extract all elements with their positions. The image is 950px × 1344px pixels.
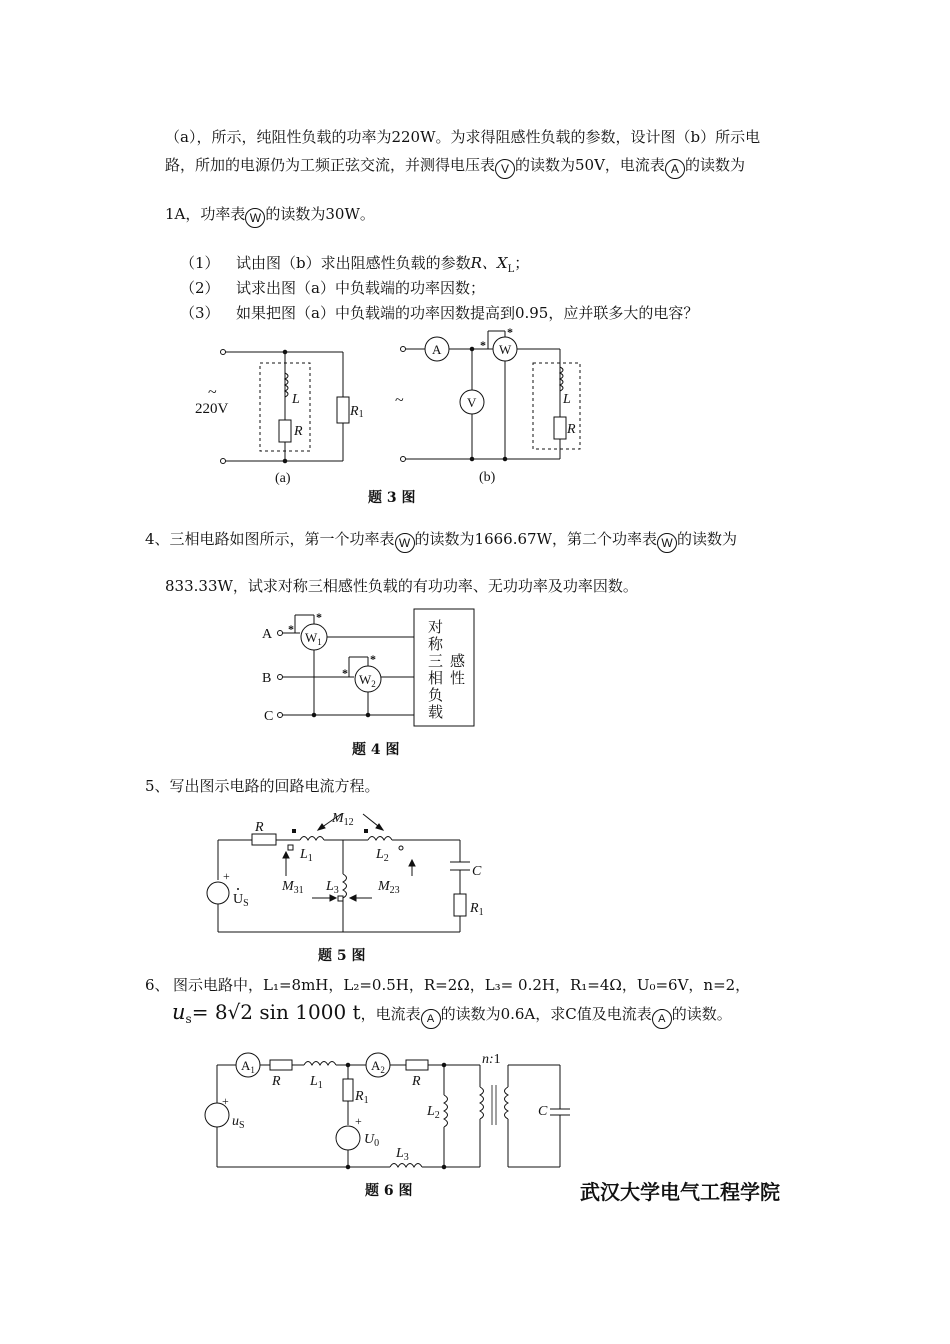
load-char: 感 <box>450 654 466 670</box>
w1-sub: 1 <box>317 637 322 647</box>
q-text: 试由图（b）求出阻感性负载的参数 <box>236 254 471 272</box>
plus-sign: + <box>355 1114 362 1128</box>
load-char: 载 <box>428 705 444 721</box>
p6-text: ，电流表 <box>360 1005 421 1023</box>
q-text: 如果把图（a）中负载端的功率因数提高到0.95，应并联多大的电容？ <box>236 304 699 322</box>
p6-line1 <box>145 976 750 994</box>
inductor-L3 <box>325 879 339 896</box>
q-text: ； <box>514 254 530 272</box>
ratio-1: 1 <box>493 1052 501 1067</box>
p4-text: 的读数为1666.67W，第二个功率表 <box>414 530 657 548</box>
polarity-star: * <box>507 325 513 339</box>
capacitor-C: C <box>472 864 482 879</box>
resistor-R: R <box>412 1074 421 1089</box>
p3-text: 的读数为30W。 <box>265 205 375 223</box>
r1-main: R <box>350 404 359 419</box>
p5-figure <box>200 800 500 940</box>
formula-sub: s <box>185 1012 192 1027</box>
l2-main: L <box>427 1104 435 1119</box>
m31-main: M <box>282 879 294 894</box>
load-char: 称 <box>428 637 444 653</box>
resistor-R: R <box>255 820 264 835</box>
us-main: u <box>232 1114 239 1129</box>
load-char: 对 <box>428 620 444 636</box>
p3-q1 <box>180 254 529 279</box>
us-sub: S <box>243 898 249 909</box>
plus-sign: + <box>222 1094 229 1108</box>
load-char: 三 <box>428 654 444 670</box>
source-tilde: ~ <box>208 384 217 401</box>
q-number: （2） <box>180 279 220 297</box>
phase-A: A <box>262 627 273 642</box>
inductor-L1 <box>309 1074 323 1091</box>
p3-figure-b <box>395 325 595 485</box>
us-main: U <box>233 892 244 907</box>
polarity-star: * <box>370 652 376 666</box>
p3-text: 的读数为 <box>684 156 745 174</box>
turns-ratio <box>482 1052 501 1067</box>
wattmeter-symbol: W <box>245 208 265 228</box>
resistor-R1 <box>354 1089 369 1106</box>
p5-caption: 题 5 图 <box>318 948 366 964</box>
resistor-R: R <box>567 422 576 437</box>
r1-sub: 1 <box>358 409 364 420</box>
l3-main: L <box>396 1146 404 1161</box>
p3-q3 <box>180 304 698 322</box>
l1-main: L <box>310 1074 318 1089</box>
r1-main: R <box>355 1089 364 1104</box>
r1-main: R <box>470 901 479 916</box>
p5-line: 5、写出图示电路的回路电流方程。 <box>145 777 380 795</box>
plus-sign: + <box>223 869 230 883</box>
us-sub: S <box>239 1120 245 1131</box>
p6-number: 6、 <box>145 976 170 994</box>
a1-sub: 1 <box>250 1065 255 1075</box>
p3-para2 <box>165 205 375 228</box>
a2-main: A <box>371 1058 381 1073</box>
fig-b-label: (b) <box>479 470 496 485</box>
u0-sub: 0 <box>374 1138 380 1149</box>
wattmeter-W2 <box>359 672 376 689</box>
load-char: 相 <box>428 671 444 687</box>
inductor-L2 <box>375 847 389 864</box>
q-sub: L <box>507 264 515 275</box>
ammeter-A1 <box>241 1058 255 1075</box>
p4-line1 <box>145 530 737 553</box>
l1-main: L <box>300 847 308 862</box>
ratio-n: n: <box>482 1052 494 1067</box>
q-number: （1） <box>180 254 220 272</box>
p3-caption: 题 3 图 <box>368 490 416 506</box>
p3-para1-line1: （a），所示，纯阻性负载的功率为220W。为求得阻感性负载的参数，设计图（b）所示电 <box>165 128 761 146</box>
l3-main: L <box>326 879 334 894</box>
inductor-L3 <box>395 1146 409 1163</box>
ammeter-A1-symbol: A <box>652 1009 672 1029</box>
source-Us <box>233 892 249 909</box>
mutual-M31 <box>281 879 304 896</box>
ammeter-symbol: A <box>665 159 685 179</box>
voltmeter-V: V <box>467 395 477 410</box>
w2-main: W <box>359 672 372 687</box>
p4-figure <box>258 605 488 730</box>
p6-figure <box>200 1045 590 1175</box>
p4-line2: 833.33W，试求对称三相感性负载的有功功率、无功功率及功率因数。 <box>165 577 638 595</box>
l1-sub: 1 <box>307 853 313 864</box>
source-us <box>232 1114 245 1131</box>
inductor-L2 <box>426 1104 440 1121</box>
q-number: （3） <box>180 304 220 322</box>
wattmeter-W1 <box>305 630 322 647</box>
l2-sub: 2 <box>383 853 389 864</box>
l2-sub: 2 <box>434 1110 440 1121</box>
a2-sub: 2 <box>380 1065 385 1075</box>
p3-text: 的读数为50V，电流表 <box>515 156 665 174</box>
p4-text: 的读数为 <box>677 530 738 548</box>
polarity-star: * <box>480 338 486 352</box>
m23-sub: 23 <box>389 885 400 896</box>
mutual-M12 <box>331 811 354 828</box>
p3-text: 路，所加的电源仍为工频正弦交流，并测得电压表 <box>165 156 496 174</box>
p6-formula-line <box>172 997 732 1034</box>
resistor-R: R <box>294 424 303 439</box>
l3-sub: 3 <box>403 1152 409 1163</box>
source-U0 <box>364 1132 379 1149</box>
phase-C: C <box>264 709 274 724</box>
resistor-R1 <box>349 404 364 420</box>
m23-main: M <box>378 879 390 894</box>
r1-sub: 1 <box>478 907 484 918</box>
u0-main: U <box>364 1132 375 1147</box>
school-footer: 武汉大学电气工程学院 <box>580 1180 780 1204</box>
voltmeter-symbol: V <box>495 159 515 179</box>
m12-sub: 12 <box>343 817 354 828</box>
fig-a-label: (a) <box>275 471 291 486</box>
l1-sub: 1 <box>317 1080 323 1091</box>
ammeter-A2-symbol: A <box>421 1009 441 1029</box>
inductor-L1 <box>299 847 313 864</box>
l3-sub: 3 <box>333 885 339 896</box>
formula-rest: = 8√2 sin 1000 t <box>191 1000 361 1024</box>
p4-caption: 题 4 图 <box>352 742 400 758</box>
wattmeter-symbol: W <box>395 533 415 553</box>
p3-figure-a <box>190 335 370 495</box>
q-var: 、X <box>481 254 508 272</box>
polarity-star: * <box>342 666 348 680</box>
ammeter-A2 <box>371 1058 385 1075</box>
p3-q2 <box>180 279 485 297</box>
p6-text: 图示电路中，L₁=8mH，L₂=0.5H，R=2Ω，L₃= 0.2H，R₁=4Ω，U₀=6V，n=2， <box>173 976 751 994</box>
inductor-L: L <box>563 392 571 407</box>
resistor-R: R <box>272 1074 281 1089</box>
a1-main: A <box>241 1058 251 1073</box>
w1-main: W <box>305 630 318 645</box>
resistor-R1 <box>469 901 484 918</box>
p6-text: 的读数。 <box>671 1005 732 1023</box>
q-text: 试求出图（a）中负载端的功率因数； <box>236 279 485 297</box>
polarity-star: * <box>288 622 294 636</box>
p6-text: 的读数为0.6A，求C值及电流表 <box>440 1005 652 1023</box>
p4-text: 4、三相电路如图所示，第一个功率表 <box>145 530 395 548</box>
formula-u: u <box>172 1000 186 1024</box>
p3-text: 1A，功率表 <box>165 205 246 223</box>
capacitor-C: C <box>538 1104 548 1119</box>
r1-sub: 1 <box>363 1095 369 1106</box>
ammeter-A: A <box>432 342 442 357</box>
source-tilde: ~ <box>395 392 404 409</box>
p3-para1-line2 <box>165 156 745 179</box>
wattmeter-W: W <box>499 342 512 357</box>
wattmeter-symbol: W <box>657 533 677 553</box>
m31-sub: 31 <box>293 885 304 896</box>
polarity-star: * <box>316 610 322 624</box>
mutual-M23 <box>377 879 400 896</box>
l2-main: L <box>376 847 384 862</box>
source-voltage: 220V <box>195 401 229 417</box>
load-char: 负 <box>428 688 444 704</box>
m12-main: M <box>332 811 344 826</box>
load-char: 性 <box>450 671 466 687</box>
q-var: R <box>470 254 482 272</box>
w2-sub: 2 <box>371 679 376 689</box>
phase-B: B <box>262 671 272 686</box>
p6-caption: 题 6 图 <box>365 1183 413 1199</box>
inductor-L: L <box>292 392 300 407</box>
